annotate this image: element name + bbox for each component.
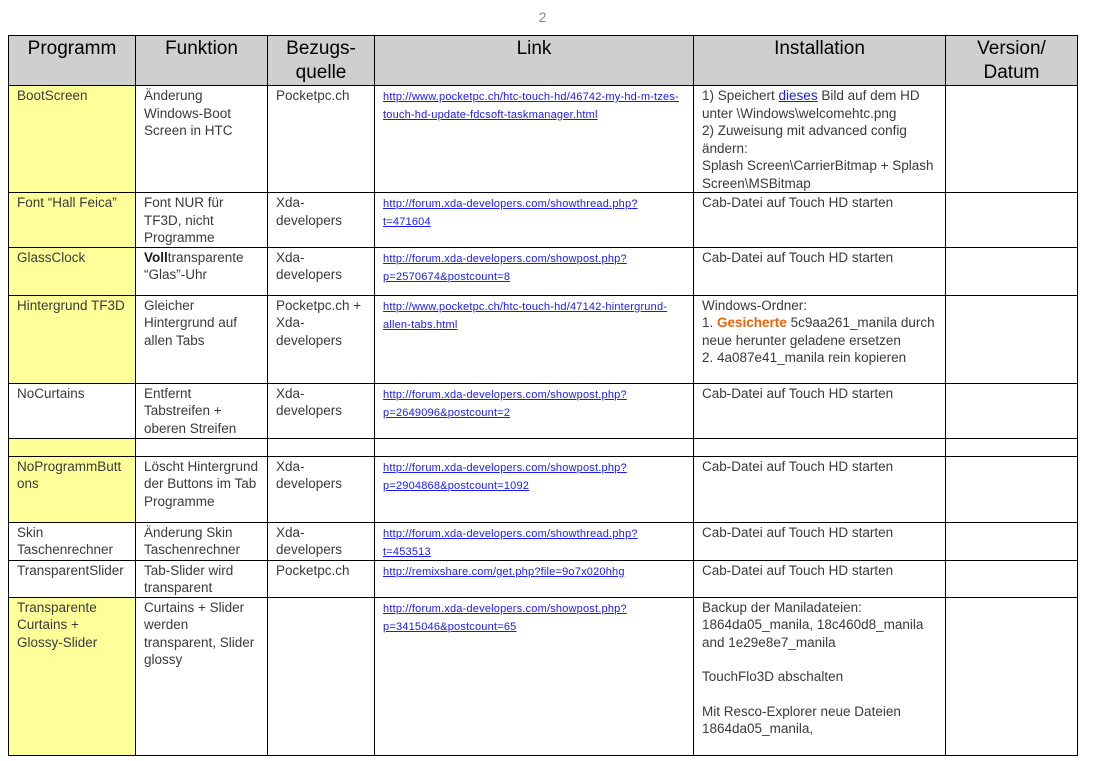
header-version-line2: Datum: [983, 62, 1040, 83]
cell-funktion: Entfernt Tabstreifen + oberen Streifen: [136, 383, 268, 438]
cell-installation: Cab-Datei auf Touch HD starten: [694, 247, 946, 295]
table-row: [9, 247, 1078, 295]
funktion-text: transparente “Glas”-Uhr: [144, 249, 244, 282]
install-highlight: Gesicherte: [717, 315, 787, 330]
table-row: [9, 193, 1078, 248]
funktion-bold-text: Voll: [144, 249, 168, 265]
cell-link: [375, 560, 694, 597]
install-text: 1.: [702, 315, 718, 330]
cell-installation: [694, 597, 946, 755]
download-link[interactable]: http://forum.xda-developers.com/showpost.php?p=2904868&postcount=1092: [383, 461, 627, 492]
cell-installation: Cab-Datei auf Touch HD starten: [694, 522, 946, 560]
cell-funktion: Gleicher Hintergrund auf allen Tabs: [136, 295, 268, 383]
cell-version: [946, 597, 1078, 755]
cell-link: [375, 86, 694, 193]
cell-funktion: Curtains + Slider werden transparent, Slider glossy: [136, 597, 268, 755]
cell-version: [946, 560, 1078, 597]
download-link[interactable]: http://www.pocketpc.ch/htc-touch-hd/46742-my-hd-m-tzes-touch-hd-update-fdcsoft-taskmanager.html: [383, 91, 679, 121]
header-link: Link: [375, 36, 694, 86]
download-link[interactable]: http://forum.xda-developers.com/showpost.php?p=3415046&postcount=65: [383, 602, 627, 633]
cell-version: [946, 522, 1078, 560]
empty-row: [9, 438, 1078, 456]
cell-version: [946, 193, 1078, 248]
cell-programm: GlassClock: [9, 247, 136, 295]
cell-link: [375, 456, 694, 522]
cell-funktion: [136, 438, 268, 456]
table-row: [9, 295, 1078, 383]
cell-link: [375, 383, 694, 438]
header-bezugsquelle-line1: Bezugs-: [286, 38, 356, 59]
cell-quelle: Pocketpc.ch + Xda-developers: [268, 295, 375, 383]
cell-version: [946, 295, 1078, 383]
install-text: 5c9aa261_manila durch neue herunter geladene ersetzen: [702, 315, 935, 348]
cell-programm: TransparentSlider: [9, 560, 136, 597]
table-row: [9, 597, 1078, 755]
cell-link: [375, 247, 694, 295]
page-number: 2: [538, 9, 547, 25]
cell-installation: Cab-Datei auf Touch HD starten: [694, 383, 946, 438]
cell-funktion: Änderung Skin Taschenrechner: [136, 522, 268, 560]
cell-link: [375, 522, 694, 560]
cell-funktion: Löscht Hintergrund der Buttons im Tab Programme: [136, 456, 268, 522]
download-link[interactable]: http://forum.xda-developers.com/showpost.php?p=2649096&postcount=2: [383, 388, 627, 419]
cell-version: [946, 438, 1078, 456]
cell-funktion: [136, 247, 268, 295]
header-version-line1: Version/: [977, 38, 1046, 59]
cell-funktion: Änderung Windows-Boot Screen in HTC: [136, 86, 268, 193]
install-text: Bild auf dem HD unter \Windows\welcomehtc.png: [702, 88, 920, 121]
download-link[interactable]: http://forum.xda-developers.com/showpost.php?p=2570674&postcount=8: [383, 252, 627, 283]
cell-programm: BootScreen: [9, 86, 136, 193]
cell-link: [375, 597, 694, 755]
install-text: 2. 4a087e41_manila rein kopieren: [702, 350, 907, 365]
cell-programm: NoCurtains: [9, 383, 136, 438]
cell-programm: Transparente Curtains + Glossy-Slider: [9, 597, 136, 755]
cell-installation: Cab-Datei auf Touch HD starten: [694, 193, 946, 248]
cell-link: [375, 438, 694, 456]
cell-quelle: Xda-developers: [268, 522, 375, 560]
install-text: 2) Zuweisung mit advanced config ändern:: [702, 123, 907, 156]
cell-programm: [9, 438, 136, 456]
download-link[interactable]: http://www.pocketpc.ch/htc-touch-hd/47142-hintergrund-allen-tabs.html: [383, 300, 668, 331]
cell-installation: [694, 86, 946, 193]
header-programm: Programm: [9, 36, 136, 86]
table-row: [9, 560, 1078, 597]
install-text: Mit Resco-Explorer neue Dateien 1864da05_manila,: [702, 703, 901, 736]
cell-quelle: Xda-developers: [268, 383, 375, 438]
cell-quelle: Xda-developers: [268, 193, 375, 248]
cell-quelle: Pocketpc.ch: [268, 86, 375, 193]
header-row: [9, 36, 1078, 86]
table-row: [9, 383, 1078, 438]
programs-table: [8, 35, 1078, 756]
cell-link: [375, 193, 694, 248]
cell-programm: Skin Taschenrechner: [9, 522, 136, 560]
cell-installation: Cab-Datei auf Touch HD starten: [694, 560, 946, 597]
cell-quelle: [268, 438, 375, 456]
cell-funktion: Font NUR für TF3D, nicht Programme: [136, 193, 268, 248]
cell-version: [946, 456, 1078, 522]
install-text: 1) Speichert: [702, 88, 779, 103]
install-text: Splash Screen\CarrierBitmap + Splash Screen\MSBitmap: [702, 158, 934, 191]
cell-installation: Cab-Datei auf Touch HD starten: [694, 456, 946, 522]
install-text: Windows-Ordner:: [702, 297, 808, 313]
install-text: TouchFlo3D abschalten: [702, 669, 844, 684]
header-installation: Installation: [694, 36, 946, 86]
dieses-link[interactable]: dieses: [778, 88, 818, 103]
table-row: [9, 522, 1078, 560]
install-text: Backup der Maniladateien: 1864da05_manila, 18c460d8_manila and 1e29e8e7_manila: [702, 599, 924, 650]
cell-quelle: Xda-developers: [268, 456, 375, 522]
cell-funktion: Tab-Slider wird transparent: [136, 560, 268, 597]
cell-version: [946, 383, 1078, 438]
table-row: [9, 456, 1078, 522]
cell-quelle: Xda-developers: [268, 247, 375, 295]
cell-version: [946, 86, 1078, 193]
cell-quelle: [268, 597, 375, 755]
cell-programm: Hintergrund TF3D: [9, 295, 136, 383]
download-link[interactable]: http://forum.xda-developers.com/showthread.php?t=453513: [383, 527, 638, 558]
header-version: [946, 36, 1078, 86]
table-row: [9, 86, 1078, 193]
cell-version: [946, 247, 1078, 295]
cell-installation: [694, 438, 946, 456]
cell-programm: Font “Hall Feica”: [9, 193, 136, 248]
header-bezugsquelle: [268, 36, 375, 86]
cell-programm: NoProgrammButtons: [9, 456, 136, 522]
cell-quelle: Pocketpc.ch: [268, 560, 375, 597]
cell-installation: [694, 295, 946, 383]
download-link[interactable]: http://forum.xda-developers.com/showthread.php?t=471604: [383, 198, 638, 228]
header-funktion: Funktion: [136, 36, 268, 86]
cell-link: [375, 295, 694, 383]
download-link[interactable]: http://remixshare.com/get.php?file=9o7x020hhg: [383, 565, 625, 578]
header-bezugsquelle-line2: quelle: [295, 62, 347, 83]
